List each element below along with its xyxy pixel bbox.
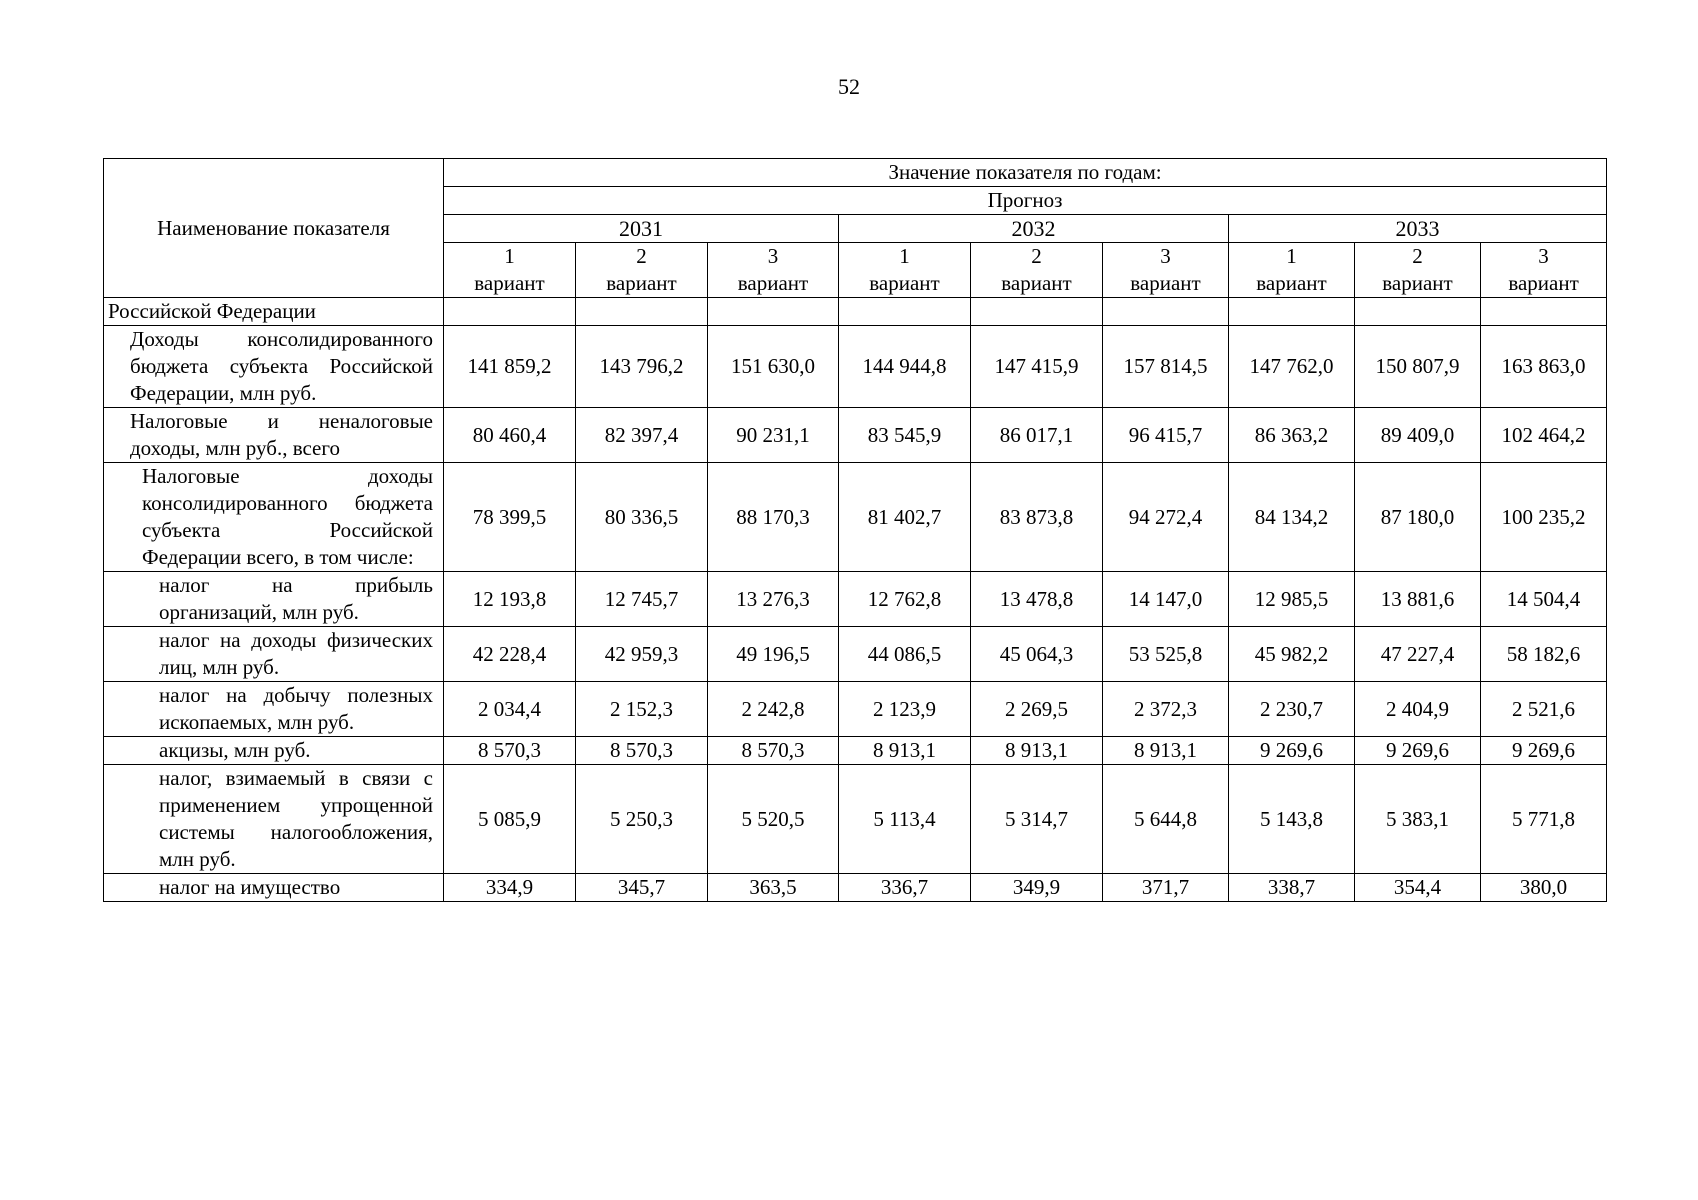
- value-cell: 102 464,2: [1481, 408, 1607, 463]
- variant-header: [1229, 243, 1355, 298]
- empty-cell: [1481, 298, 1607, 326]
- variant-number: 2: [1031, 244, 1042, 268]
- value-cell: 89 409,0: [1355, 408, 1481, 463]
- indicator-name: налог на прибыль организаций, млн руб.: [104, 572, 444, 627]
- table-row: [104, 765, 1607, 874]
- variant-label: вариант: [737, 271, 809, 295]
- indicator-name: налог на имущество: [104, 874, 444, 902]
- value-cell: 163 863,0: [1481, 326, 1607, 408]
- value-cell: 88 170,3: [708, 463, 839, 572]
- value-cell: 81 402,7: [839, 463, 971, 572]
- variant-number: 3: [767, 244, 779, 268]
- variant-label: вариант: [1001, 271, 1072, 295]
- table-row: [104, 572, 1607, 627]
- indicators-table: [103, 158, 1607, 902]
- value-cell: 5 771,8: [1481, 765, 1607, 874]
- value-cell: 354,4: [1355, 874, 1481, 902]
- value-cell: 8 570,3: [576, 737, 708, 765]
- value-cell: 2 242,8: [708, 682, 839, 737]
- table-row: [104, 627, 1607, 682]
- value-cell: 83 873,8: [971, 463, 1103, 572]
- value-cell: 80 336,5: [576, 463, 708, 572]
- value-cell: 338,7: [1229, 874, 1355, 902]
- indicator-name: налог, взимаемый в связи с применением упрощенной системы налогообложения, млн руб.: [104, 765, 444, 874]
- value-cell: 42 959,3: [576, 627, 708, 682]
- value-cell: 49 196,5: [708, 627, 839, 682]
- value-cell: 8 913,1: [1103, 737, 1229, 765]
- value-cell: 2 034,4: [444, 682, 576, 737]
- value-cell: 13 881,6: [1355, 572, 1481, 627]
- empty-cell: [971, 298, 1103, 326]
- name-column-header: Наименование показателя: [104, 159, 444, 298]
- indicator-name: налог на доходы физических лиц, млн руб.: [104, 627, 444, 682]
- value-cell: 5 314,7: [971, 765, 1103, 874]
- table-row: [104, 326, 1607, 408]
- value-cell: 345,7: [576, 874, 708, 902]
- variant-header: [708, 243, 839, 298]
- variant-number: 1: [504, 244, 515, 268]
- variant-label: вариант: [474, 271, 545, 295]
- year-header: 2033: [1229, 215, 1607, 243]
- value-cell: 12 745,7: [576, 572, 708, 627]
- value-cell: 5 520,5: [708, 765, 839, 874]
- value-cell: 14 504,4: [1481, 572, 1607, 627]
- value-cell: 349,9: [971, 874, 1103, 902]
- variant-label: вариант: [606, 271, 677, 295]
- value-cell: 363,5: [708, 874, 839, 902]
- value-cell: 5 250,3: [576, 765, 708, 874]
- empty-cell: [1229, 298, 1355, 326]
- value-cell: 2 269,5: [971, 682, 1103, 737]
- value-cell: 144 944,8: [839, 326, 971, 408]
- value-cell: 82 397,4: [576, 408, 708, 463]
- indicator-name: налог на добычу полезных ископаемых, млн руб.: [104, 682, 444, 737]
- variant-header: [1355, 243, 1481, 298]
- value-cell: 12 985,5: [1229, 572, 1355, 627]
- variant-header: [971, 243, 1103, 298]
- value-cell: 44 086,5: [839, 627, 971, 682]
- table-row: [104, 408, 1607, 463]
- variant-label: вариант: [1382, 271, 1453, 295]
- value-cell: 100 235,2: [1481, 463, 1607, 572]
- value-cell: 9 269,6: [1481, 737, 1607, 765]
- value-cell: 80 460,4: [444, 408, 576, 463]
- value-cell: 151 630,0: [708, 326, 839, 408]
- variant-number: 3: [1160, 244, 1171, 268]
- value-cell: 5 383,1: [1355, 765, 1481, 874]
- value-cell: 2 230,7: [1229, 682, 1355, 737]
- value-cell: 53 525,8: [1103, 627, 1229, 682]
- indicator-name: Доходы консолидированного бюджета субъекта Российской Федерации, млн руб.: [104, 326, 444, 408]
- variant-number: 1: [1286, 244, 1297, 268]
- empty-cell: [839, 298, 971, 326]
- value-cell: 157 814,5: [1103, 326, 1229, 408]
- variant-header: [1103, 243, 1229, 298]
- value-cell: 2 404,9: [1355, 682, 1481, 737]
- value-cell: 45 064,3: [971, 627, 1103, 682]
- value-cell: 143 796,2: [576, 326, 708, 408]
- value-cell: 87 180,0: [1355, 463, 1481, 572]
- variant-header: [576, 243, 708, 298]
- value-cell: 8 570,3: [444, 737, 576, 765]
- empty-cell: [576, 298, 708, 326]
- value-cell: 5 644,8: [1103, 765, 1229, 874]
- value-cell: 12 762,8: [839, 572, 971, 627]
- value-cell: 94 272,4: [1103, 463, 1229, 572]
- variant-label: вариант: [869, 271, 940, 295]
- header-row-values: [104, 159, 1607, 187]
- value-cell: 2 372,3: [1103, 682, 1229, 737]
- forecast-header: Прогноз: [444, 187, 1607, 215]
- value-cell: 9 269,6: [1229, 737, 1355, 765]
- value-cell: 13 478,8: [971, 572, 1103, 627]
- value-cell: 13 276,3: [708, 572, 839, 627]
- variant-label: вариант: [1130, 271, 1201, 295]
- value-cell: 45 982,2: [1229, 627, 1355, 682]
- indicator-name: акцизы, млн руб.: [104, 737, 444, 765]
- value-cell: 147 415,9: [971, 326, 1103, 408]
- value-cell: 86 017,1: [971, 408, 1103, 463]
- value-cell: 47 227,4: [1355, 627, 1481, 682]
- value-cell: 5 143,8: [1229, 765, 1355, 874]
- variant-number: 3: [1538, 244, 1549, 268]
- variant-header: [444, 243, 576, 298]
- value-cell: 84 134,2: [1229, 463, 1355, 572]
- year-header: 2031: [444, 215, 839, 243]
- value-cell: 8 913,1: [971, 737, 1103, 765]
- section-label: Российской Федерации: [104, 298, 444, 326]
- table-row: [104, 463, 1607, 572]
- variant-number: 2: [1412, 244, 1423, 268]
- indicator-name: Налоговые доходы консолидированного бюджета субъекта Российской Федерации всего, в том числе:: [104, 463, 444, 572]
- variant-label: вариант: [1256, 271, 1327, 295]
- value-cell: 83 545,9: [839, 408, 971, 463]
- value-cell: 42 228,4: [444, 627, 576, 682]
- value-cell: 8 913,1: [839, 737, 971, 765]
- value-cell: 12 193,8: [444, 572, 576, 627]
- value-cell: 147 762,0: [1229, 326, 1355, 408]
- value-cell: 5 085,9: [444, 765, 576, 874]
- value-cell: 380,0: [1481, 874, 1607, 902]
- value-cell: 58 182,6: [1481, 627, 1607, 682]
- value-by-years-header: Значение показателя по годам:: [444, 159, 1607, 187]
- value-cell: 90 231,1: [708, 408, 839, 463]
- value-cell: 2 521,6: [1481, 682, 1607, 737]
- value-cell: 2 152,3: [576, 682, 708, 737]
- table-row: [104, 737, 1607, 765]
- value-cell: 371,7: [1103, 874, 1229, 902]
- value-cell: 8 570,3: [708, 737, 839, 765]
- value-cell: 2 123,9: [839, 682, 971, 737]
- variant-number: 1: [899, 244, 910, 268]
- value-cell: 150 807,9: [1355, 326, 1481, 408]
- value-cell: 334,9: [444, 874, 576, 902]
- value-cell: 141 859,2: [444, 326, 576, 408]
- value-cell: 86 363,2: [1229, 408, 1355, 463]
- variant-header: [839, 243, 971, 298]
- value-cell: 336,7: [839, 874, 971, 902]
- value-cell: 78 399,5: [444, 463, 576, 572]
- value-cell: 5 113,4: [839, 765, 971, 874]
- value-cell: 96 415,7: [1103, 408, 1229, 463]
- empty-cell: [1103, 298, 1229, 326]
- empty-cell: [708, 298, 839, 326]
- year-header: 2032: [839, 215, 1229, 243]
- empty-cell: [444, 298, 576, 326]
- page-number: 52: [838, 74, 860, 99]
- section-row: [104, 298, 1607, 326]
- value-cell: 14 147,0: [1103, 572, 1229, 627]
- empty-cell: [1355, 298, 1481, 326]
- table-row: [104, 874, 1607, 902]
- indicator-name: Налоговые и неналоговые доходы, млн руб., всего: [104, 408, 444, 463]
- variant-number: 2: [636, 244, 647, 268]
- variant-header: [1481, 243, 1607, 298]
- table-row: [104, 682, 1607, 737]
- value-cell: 9 269,6: [1355, 737, 1481, 765]
- variant-label: вариант: [1508, 271, 1579, 295]
